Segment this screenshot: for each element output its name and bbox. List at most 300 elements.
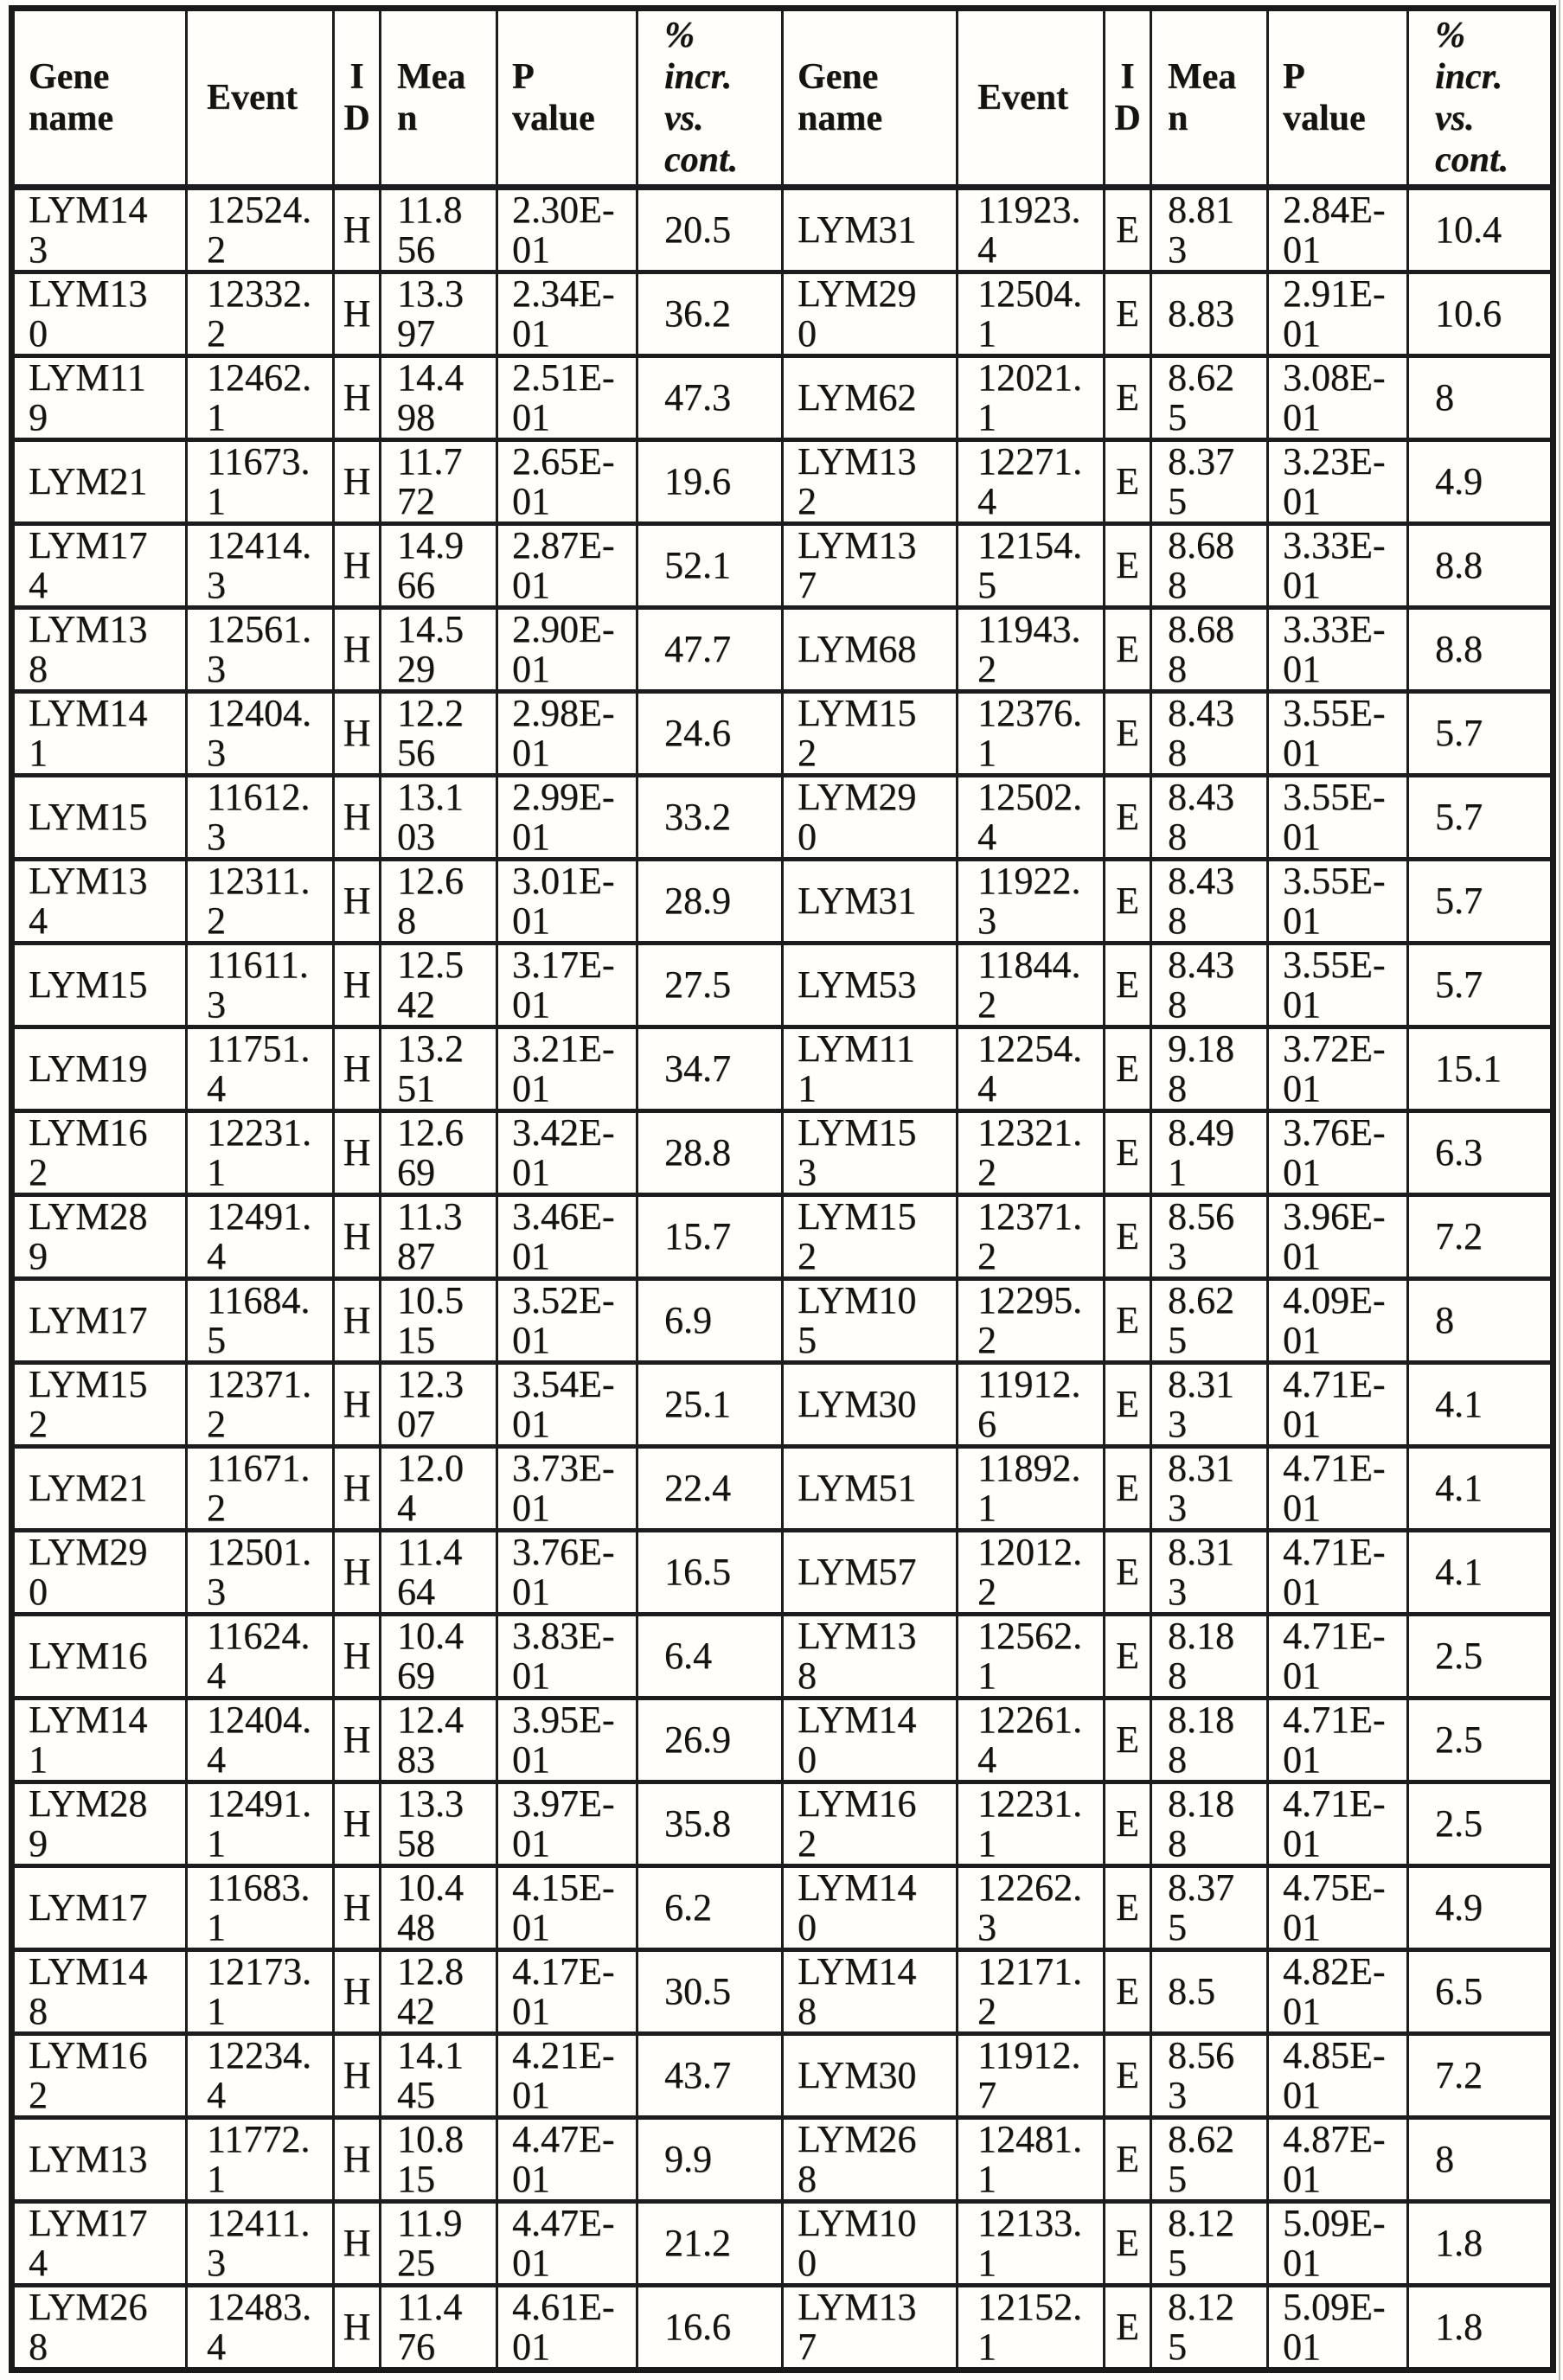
mean-cell: 9.188 (1151, 1027, 1268, 1111)
header-p-value-r: P value (1268, 9, 1408, 188)
p-value-cell: 4.15E-01 (497, 1866, 637, 1950)
p-value-cell: 2.34E-01 (497, 272, 637, 356)
event-cell: 11684.5 (187, 1279, 334, 1363)
table-row (12, 2034, 1553, 2118)
pct-incr-cell: 5.7 (1408, 944, 1553, 1027)
p-value-cell: 2.51E-01 (497, 356, 637, 440)
p-value-cell: 2.87E-01 (497, 524, 637, 608)
id-cell: H (334, 776, 381, 860)
pct-incr-cell: 15.7 (637, 1195, 783, 1279)
pct-incr-cell: 8 (1408, 1279, 1553, 1363)
mean-cell: 13.358 (381, 1782, 497, 1866)
gene-name-cell: LYM134 (12, 860, 187, 944)
id-cell: H (334, 692, 381, 776)
id-cell: H (334, 524, 381, 608)
gene-name-cell: LYM132 (783, 440, 958, 524)
table-row (12, 524, 1553, 608)
table-row (12, 356, 1553, 440)
mean-cell: 12.669 (381, 1111, 497, 1195)
gene-name-cell: LYM141 (12, 692, 187, 776)
pct-incr-cell: 7.2 (1408, 2034, 1553, 2118)
pct-incr-cell: 4.9 (1408, 440, 1553, 524)
mean-cell: 8.563 (1151, 2034, 1268, 2118)
p-value-cell: 3.33E-01 (1268, 608, 1408, 692)
table-header (12, 9, 1553, 188)
mean-cell: 14.529 (381, 608, 497, 692)
event-cell: 11683.1 (187, 1866, 334, 1950)
mean-cell: 11.387 (381, 1195, 497, 1279)
p-value-cell: 4.71E-01 (1268, 1615, 1408, 1699)
pct-incr-cell: 5.7 (1408, 692, 1553, 776)
event-cell: 12133.1 (958, 2202, 1105, 2286)
p-value-cell: 4.82E-01 (1268, 1950, 1408, 2034)
gene-name-cell: LYM19 (12, 1027, 187, 1111)
header-id-l: I D (334, 9, 381, 188)
p-value-cell: 4.47E-01 (497, 2118, 637, 2202)
p-value-cell: 3.83E-01 (497, 1615, 637, 1699)
pct-incr-cell: 30.5 (637, 1950, 783, 2034)
id-cell: H (334, 272, 381, 356)
event-cell: 12021.1 (958, 356, 1105, 440)
header-pct-incr-l: % incr. vs. cont. (637, 9, 783, 188)
event-cell: 12012.2 (958, 1531, 1105, 1615)
gene-name-cell: LYM105 (783, 1279, 958, 1363)
event-cell: 12501.3 (187, 1531, 334, 1615)
id-cell: H (334, 1363, 381, 1447)
p-value-cell: 3.76E-01 (497, 1531, 637, 1615)
pct-incr-cell: 26.9 (637, 1699, 783, 1782)
id-cell: E (1105, 524, 1151, 608)
mean-cell: 8.313 (1151, 1363, 1268, 1447)
gene-name-cell: LYM138 (12, 608, 187, 692)
pct-incr-cell: 2.5 (1408, 1699, 1553, 1782)
p-value-cell: 2.65E-01 (497, 440, 637, 524)
event-cell: 11673.1 (187, 440, 334, 524)
p-value-cell: 3.23E-01 (1268, 440, 1408, 524)
event-cell: 12404.4 (187, 1699, 334, 1782)
gene-name-cell: LYM290 (783, 272, 958, 356)
p-value-cell: 2.84E-01 (1268, 188, 1408, 272)
mean-cell: 12.04 (381, 1447, 497, 1531)
event-cell: 11943.2 (958, 608, 1105, 692)
id-cell: E (1105, 1111, 1151, 1195)
p-value-cell: 4.09E-01 (1268, 1279, 1408, 1363)
gene-name-cell: LYM13 (12, 2118, 187, 2202)
event-cell: 12562.1 (958, 1615, 1105, 1699)
pct-incr-cell: 21.2 (637, 2202, 783, 2286)
gene-name-cell: LYM137 (783, 2286, 958, 2370)
p-value-cell: 4.71E-01 (1268, 1447, 1408, 1531)
id-cell: E (1105, 776, 1151, 860)
gene-name-cell: LYM152 (783, 692, 958, 776)
gene-name-cell: LYM111 (783, 1027, 958, 1111)
id-cell: E (1105, 1195, 1151, 1279)
event-cell: 11892.1 (958, 1447, 1105, 1531)
gene-name-cell: LYM148 (783, 1950, 958, 2034)
table-row (12, 860, 1553, 944)
gene-name-cell: LYM162 (783, 1782, 958, 1866)
id-cell: E (1105, 356, 1151, 440)
event-cell: 12483.4 (187, 2286, 334, 2370)
p-value-cell: 5.09E-01 (1268, 2202, 1408, 2286)
pct-incr-cell: 43.7 (637, 2034, 783, 2118)
table-row (12, 1699, 1553, 1782)
pct-incr-cell: 7.2 (1408, 1195, 1553, 1279)
event-cell: 12376.1 (958, 692, 1105, 776)
gene-name-cell: LYM152 (783, 1195, 958, 1279)
event-cell: 12261.4 (958, 1699, 1105, 1782)
table-row (12, 1111, 1553, 1195)
gene-name-cell: LYM57 (783, 1531, 958, 1615)
mean-cell: 8.438 (1151, 860, 1268, 944)
gene-name-cell: LYM153 (783, 1111, 958, 1195)
mean-cell: 13.103 (381, 776, 497, 860)
gene-name-cell: LYM15 (12, 776, 187, 860)
mean-cell: 8.438 (1151, 776, 1268, 860)
mean-cell: 8.491 (1151, 1111, 1268, 1195)
id-cell: H (334, 1866, 381, 1950)
mean-cell: 11.856 (381, 188, 497, 272)
gene-name-cell: LYM138 (783, 1615, 958, 1699)
pct-incr-cell: 16.5 (637, 1531, 783, 1615)
event-cell: 12154.5 (958, 524, 1105, 608)
pct-incr-cell: 6.2 (637, 1866, 783, 1950)
mean-cell: 12.542 (381, 944, 497, 1027)
header-p-value-l: P value (497, 9, 637, 188)
pct-incr-cell: 28.9 (637, 860, 783, 944)
results-table (9, 5, 1556, 2373)
event-cell: 11844.2 (958, 944, 1105, 1027)
pct-incr-cell: 1.8 (1408, 2286, 1553, 2370)
p-value-cell: 3.96E-01 (1268, 1195, 1408, 1279)
pct-incr-cell: 33.2 (637, 776, 783, 860)
mean-cell: 11.925 (381, 2202, 497, 2286)
gene-name-cell: LYM17 (12, 1279, 187, 1363)
header-id-r: I D (1105, 9, 1151, 188)
event-cell: 12504.1 (958, 272, 1105, 356)
pct-incr-cell: 6.5 (1408, 1950, 1553, 2034)
pct-incr-cell: 2.5 (1408, 1615, 1553, 1699)
pct-incr-cell: 2.5 (1408, 1782, 1553, 1866)
id-cell: E (1105, 1531, 1151, 1615)
mean-cell: 11.772 (381, 440, 497, 524)
mean-cell: 8.375 (1151, 440, 1268, 524)
id-cell: E (1105, 1279, 1151, 1363)
mean-cell: 11.464 (381, 1531, 497, 1615)
mean-cell: 13.397 (381, 272, 497, 356)
id-cell: E (1105, 1699, 1151, 1782)
gene-name-cell: LYM268 (783, 2118, 958, 2202)
table-row (12, 1950, 1553, 2034)
gene-name-cell: LYM100 (783, 2202, 958, 2286)
p-value-cell: 3.55E-01 (1268, 860, 1408, 944)
mean-cell: 12.256 (381, 692, 497, 776)
mean-cell: 8.438 (1151, 944, 1268, 1027)
mean-cell: 8.125 (1151, 2286, 1268, 2370)
event-cell: 11671.2 (187, 1447, 334, 1531)
event-cell: 12371.2 (958, 1195, 1105, 1279)
gene-name-cell: LYM290 (783, 776, 958, 860)
event-cell: 12524.2 (187, 188, 334, 272)
gene-name-cell: LYM31 (783, 860, 958, 944)
event-cell: 12371.2 (187, 1363, 334, 1447)
table-row (12, 1782, 1553, 1866)
table-row (12, 272, 1553, 356)
mean-cell: 12.483 (381, 1699, 497, 1782)
gene-name-cell: LYM162 (12, 2034, 187, 2118)
mean-cell: 8.188 (1151, 1615, 1268, 1699)
mean-cell: 8.5 (1151, 1950, 1268, 2034)
gene-name-cell: LYM21 (12, 440, 187, 524)
table-row (12, 188, 1553, 272)
id-cell: H (334, 2286, 381, 2370)
mean-cell: 13.251 (381, 1027, 497, 1111)
pct-incr-cell: 8.8 (1408, 608, 1553, 692)
event-cell: 12462.1 (187, 356, 334, 440)
id-cell: E (1105, 1363, 1151, 1447)
gene-name-cell: LYM140 (783, 1699, 958, 1782)
table-row (12, 608, 1553, 692)
event-cell: 12491.1 (187, 1782, 334, 1866)
mean-cell: 8.688 (1151, 608, 1268, 692)
p-value-cell: 3.46E-01 (497, 1195, 637, 1279)
id-cell: H (334, 1195, 381, 1279)
mean-cell: 8.563 (1151, 1195, 1268, 1279)
id-cell: E (1105, 2118, 1151, 2202)
header-row (12, 9, 1553, 188)
p-value-cell: 3.33E-01 (1268, 524, 1408, 608)
p-value-cell: 3.42E-01 (497, 1111, 637, 1195)
p-value-cell: 3.01E-01 (497, 860, 637, 944)
event-cell: 12481.1 (958, 2118, 1105, 2202)
event-cell: 12231.1 (187, 1111, 334, 1195)
p-value-cell: 3.97E-01 (497, 1782, 637, 1866)
mean-cell: 10.815 (381, 2118, 497, 2202)
mean-cell: 8.83 (1151, 272, 1268, 356)
gene-name-cell: LYM137 (783, 524, 958, 608)
p-value-cell: 3.72E-01 (1268, 1027, 1408, 1111)
id-cell: E (1105, 1866, 1151, 1950)
p-value-cell: 4.47E-01 (497, 2202, 637, 2286)
id-cell: H (334, 2034, 381, 2118)
gene-name-cell: LYM21 (12, 1447, 187, 1531)
pct-incr-cell: 10.4 (1408, 188, 1553, 272)
p-value-cell: 3.76E-01 (1268, 1111, 1408, 1195)
id-cell: E (1105, 608, 1151, 692)
event-cell: 11912.6 (958, 1363, 1105, 1447)
id-cell: E (1105, 1027, 1151, 1111)
table-row (12, 1866, 1553, 1950)
mean-cell: 8.688 (1151, 524, 1268, 608)
table-row (12, 1279, 1553, 1363)
pct-incr-cell: 28.8 (637, 1111, 783, 1195)
p-value-cell: 2.90E-01 (497, 608, 637, 692)
scanned-table-page (9, 5, 1556, 2373)
p-value-cell: 3.52E-01 (497, 1279, 637, 1363)
mean-cell: 8.625 (1151, 2118, 1268, 2202)
event-cell: 12332.2 (187, 272, 334, 356)
gene-name-cell: LYM268 (12, 2286, 187, 2370)
id-cell: E (1105, 860, 1151, 944)
event-cell: 11912.7 (958, 2034, 1105, 2118)
mean-cell: 11.476 (381, 2286, 497, 2370)
mean-cell: 8.625 (1151, 356, 1268, 440)
p-value-cell: 3.55E-01 (1268, 776, 1408, 860)
gene-name-cell: LYM119 (12, 356, 187, 440)
id-cell: H (334, 1447, 381, 1531)
gene-name-cell: LYM30 (783, 1363, 958, 1447)
gene-name-cell: LYM141 (12, 1699, 187, 1782)
mean-cell: 8.188 (1151, 1699, 1268, 1782)
gene-name-cell: LYM53 (783, 944, 958, 1027)
mean-cell: 14.145 (381, 2034, 497, 2118)
table-row (12, 2118, 1553, 2202)
gene-name-cell: LYM68 (783, 608, 958, 692)
gene-name-cell: LYM143 (12, 188, 187, 272)
mean-cell: 12.842 (381, 1950, 497, 2034)
table-row (12, 1615, 1553, 1699)
p-value-cell: 2.99E-01 (497, 776, 637, 860)
p-value-cell: 3.17E-01 (497, 944, 637, 1027)
id-cell: H (334, 1950, 381, 2034)
gene-name-cell: LYM140 (783, 1866, 958, 1950)
pct-incr-cell: 25.1 (637, 1363, 783, 1447)
gene-name-cell: LYM289 (12, 1782, 187, 1866)
p-value-cell: 3.21E-01 (497, 1027, 637, 1111)
gene-name-cell: LYM148 (12, 1950, 187, 2034)
table-body (12, 188, 1553, 2370)
pct-incr-cell: 4.1 (1408, 1531, 1553, 1615)
table-row (12, 1195, 1553, 1279)
pct-incr-cell: 6.3 (1408, 1111, 1553, 1195)
gene-name-cell: LYM62 (783, 356, 958, 440)
pct-incr-cell: 47.3 (637, 356, 783, 440)
mean-cell: 8.188 (1151, 1782, 1268, 1866)
pct-incr-cell: 4.1 (1408, 1363, 1553, 1447)
mean-cell: 8.625 (1151, 1279, 1268, 1363)
mean-cell: 8.313 (1151, 1447, 1268, 1531)
id-cell: E (1105, 944, 1151, 1027)
p-value-cell: 3.08E-01 (1268, 356, 1408, 440)
header-mean-l: Mea n (381, 9, 497, 188)
table-row (12, 776, 1553, 860)
p-value-cell: 4.71E-01 (1268, 1782, 1408, 1866)
p-value-cell: 2.91E-01 (1268, 272, 1408, 356)
p-value-cell: 4.87E-01 (1268, 2118, 1408, 2202)
pct-incr-cell: 34.7 (637, 1027, 783, 1111)
pct-incr-cell: 8.8 (1408, 524, 1553, 608)
gene-name-cell: LYM174 (12, 524, 187, 608)
gene-name-cell: LYM152 (12, 1363, 187, 1447)
id-cell: E (1105, 1782, 1151, 1866)
p-value-cell: 4.75E-01 (1268, 1866, 1408, 1950)
event-cell: 12231.1 (958, 1782, 1105, 1866)
event-cell: 12152.1 (958, 2286, 1105, 2370)
gene-name-cell: LYM15 (12, 944, 187, 1027)
pct-incr-cell: 4.1 (1408, 1447, 1553, 1531)
id-cell: H (334, 356, 381, 440)
gene-name-cell: LYM174 (12, 2202, 187, 2286)
id-cell: H (334, 1279, 381, 1363)
event-cell: 12234.4 (187, 2034, 334, 2118)
id-cell: E (1105, 1950, 1151, 2034)
event-cell: 12561.3 (187, 608, 334, 692)
event-cell: 12404.3 (187, 692, 334, 776)
id-cell: E (1105, 2034, 1151, 2118)
p-value-cell: 3.54E-01 (497, 1363, 637, 1447)
p-value-cell: 4.71E-01 (1268, 1363, 1408, 1447)
p-value-cell: 4.71E-01 (1268, 1531, 1408, 1615)
mean-cell: 10.448 (381, 1866, 497, 1950)
table-row (12, 440, 1553, 524)
event-cell: 12491.4 (187, 1195, 334, 1279)
pct-incr-cell: 15.1 (1408, 1027, 1553, 1111)
mean-cell: 8.813 (1151, 188, 1268, 272)
id-cell: H (334, 1531, 381, 1615)
id-cell: E (1105, 1615, 1151, 1699)
table-row (12, 1363, 1553, 1447)
pct-incr-cell: 6.9 (637, 1279, 783, 1363)
pct-incr-cell: 8 (1408, 2118, 1553, 2202)
gene-name-cell: LYM290 (12, 1531, 187, 1615)
event-cell: 11922.3 (958, 860, 1105, 944)
id-cell: H (334, 1027, 381, 1111)
mean-cell: 12.307 (381, 1363, 497, 1447)
pct-incr-cell: 22.4 (637, 1447, 783, 1531)
event-cell: 12173.1 (187, 1950, 334, 2034)
p-value-cell: 3.95E-01 (497, 1699, 637, 1782)
p-value-cell: 2.30E-01 (497, 188, 637, 272)
id-cell: H (334, 944, 381, 1027)
header-gene-name-l: Gene name (12, 9, 187, 188)
mean-cell: 10.469 (381, 1615, 497, 1699)
p-value-cell: 4.85E-01 (1268, 2034, 1408, 2118)
event-cell: 12271.4 (958, 440, 1105, 524)
gene-name-cell: LYM31 (783, 188, 958, 272)
event-cell: 11751.4 (187, 1027, 334, 1111)
id-cell: H (334, 1615, 381, 1699)
id-cell: E (1105, 272, 1151, 356)
pct-incr-cell: 9.9 (637, 2118, 783, 2202)
event-cell: 12414.3 (187, 524, 334, 608)
id-cell: E (1105, 440, 1151, 524)
event-cell: 12254.4 (958, 1027, 1105, 1111)
mean-cell: 8.313 (1151, 1531, 1268, 1615)
id-cell: H (334, 860, 381, 944)
event-cell: 11772.1 (187, 2118, 334, 2202)
p-value-cell: 4.71E-01 (1268, 1699, 1408, 1782)
mean-cell: 14.498 (381, 356, 497, 440)
table-row (12, 2286, 1553, 2370)
table-row (12, 2202, 1553, 2286)
mean-cell: 8.438 (1151, 692, 1268, 776)
mean-cell: 8.375 (1151, 1866, 1268, 1950)
page-edge-line (1559, 0, 1560, 2380)
p-value-cell: 2.98E-01 (497, 692, 637, 776)
p-value-cell: 3.73E-01 (497, 1447, 637, 1531)
id-cell: E (1105, 2286, 1151, 2370)
event-cell: 12295.2 (958, 1279, 1105, 1363)
event-cell: 11611.3 (187, 944, 334, 1027)
pct-incr-cell: 27.5 (637, 944, 783, 1027)
table-row (12, 692, 1553, 776)
mean-cell: 12.68 (381, 860, 497, 944)
id-cell: E (1105, 1447, 1151, 1531)
p-value-cell: 4.61E-01 (497, 2286, 637, 2370)
header-pct-incr-r: % incr. vs. cont. (1408, 9, 1553, 188)
id-cell: E (1105, 692, 1151, 776)
table-row (12, 944, 1553, 1027)
